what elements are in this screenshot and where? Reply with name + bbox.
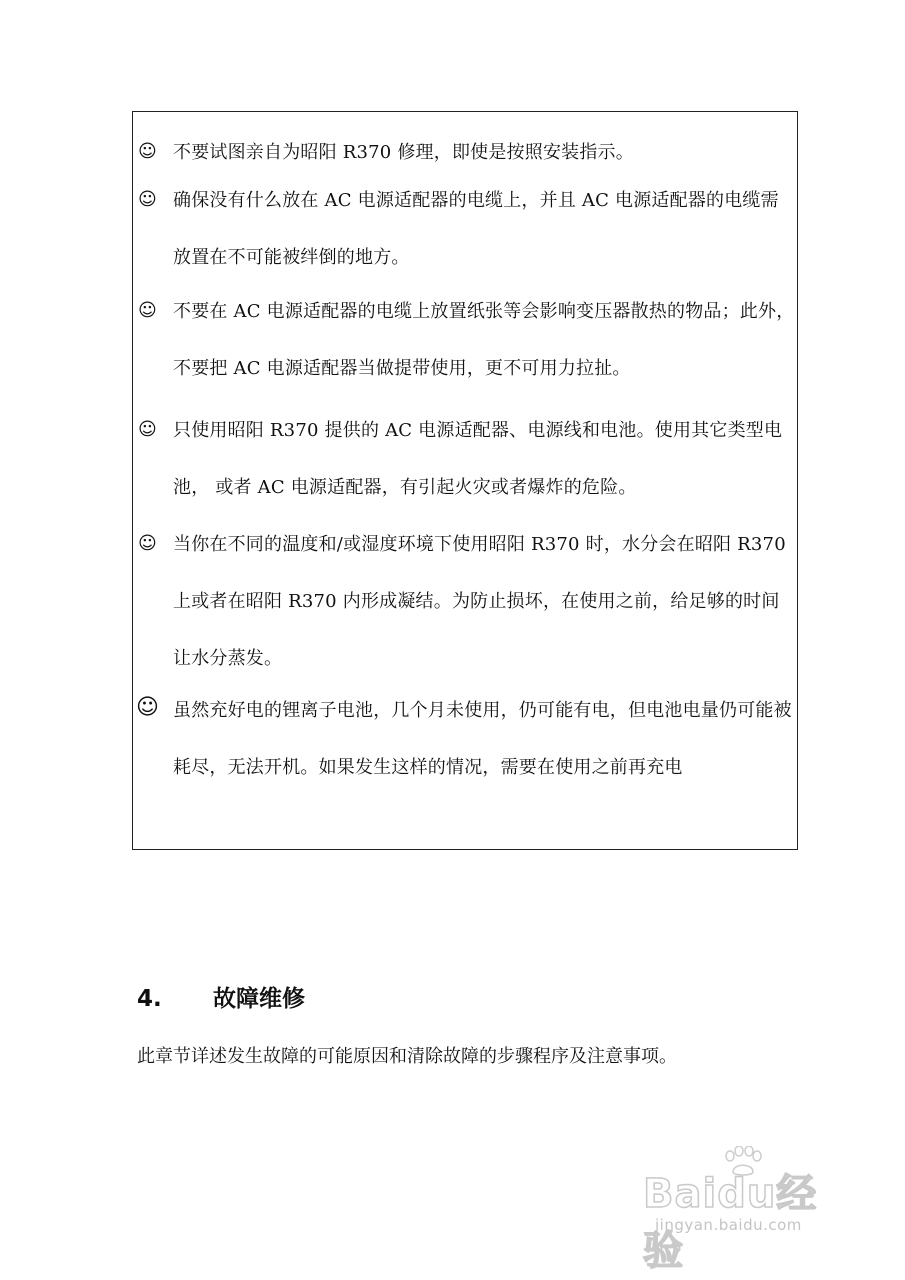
section-heading [137, 980, 305, 1013]
smiley-icon: ☺ [138, 189, 157, 210]
section-number: 4. [137, 986, 162, 1012]
smiley-icon: ☺ [138, 419, 157, 440]
smiley-icon: ☺ [138, 533, 157, 554]
notice-text: 虽然充好电的锂离子电池，几个月未使用，仍可能有电，但电池电量仍可能被耗尽，无法开机。如果发生这样的情况，需要在使用之前再充电 [173, 700, 792, 778]
smiley-icon: ☺ [138, 300, 157, 321]
notice-text: 不要试图亲自为昭阳 R370 修理，即使是按照安装指示。 [173, 142, 634, 163]
notice-text: 当你在不同的温度和/或湿度环境下使用昭阳 R370 时，水分会在昭阳 R370 上或者在昭阳 R370 内形成凝结。为防止损坏，在使用之前，给足够的时间让水分蒸发。 [173, 534, 786, 669]
section-title: 故障维修 [213, 986, 305, 1012]
smiley-icon: ☺ [138, 141, 157, 162]
watermark-logo-text: Baidu经验 [643, 1171, 818, 1274]
baidu-jingyan-watermark [643, 1140, 853, 1274]
safety-notice-box [132, 111, 798, 850]
watermark-url: jingyan.baidu.com [655, 1216, 802, 1234]
section-description: 此章节详述发生故障的可能原因和清除故障的步骤程序及注意事项。 [137, 1046, 677, 1067]
notice-text: 确保没有什么放在 AC 电源适配器的电缆上，并且 AC 电源适配器的电缆需放置在不可能被绊倒的地方。 [173, 190, 779, 268]
smiley-icon: ☺ [136, 695, 159, 720]
notice-text: 不要在 AC 电源适配器的电缆上放置纸张等会影响变压器散热的物品；此外，不要把 AC 电源适配器当做提带使用，更不可用力拉扯。 [173, 301, 795, 379]
notice-text: 只使用昭阳 R370 提供的 AC 电源适配器、电源线和电池。使用其它类型电池， 或者 AC 电源适配器，有引起火灾或者爆炸的危险。 [173, 420, 783, 498]
